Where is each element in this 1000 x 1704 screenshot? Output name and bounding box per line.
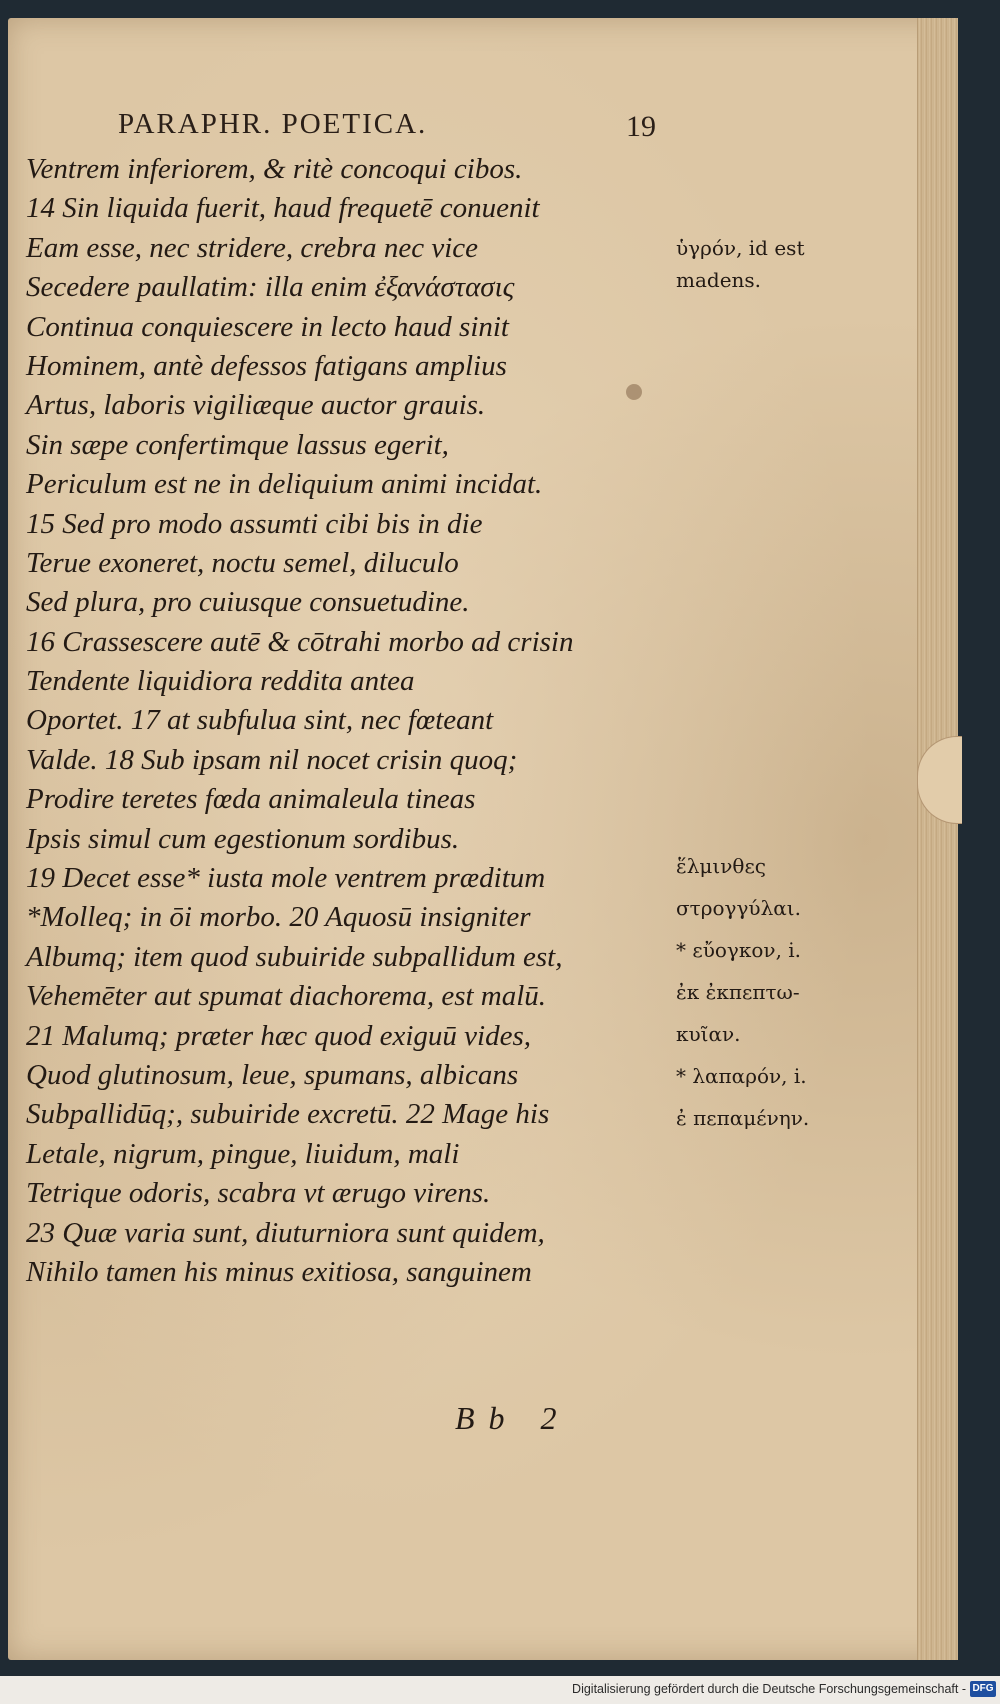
text-line: 16 Crassescere autē & cōtrahi morbo ad crisin: [26, 625, 574, 658]
body-text: [26, 150, 676, 1292]
text-line: 15 Sed pro modo assumti cibi bis in die: [26, 507, 483, 540]
footer-bar: [0, 1676, 1000, 1704]
text-line: Artus, laboris vigiliæque auctor grauis.: [26, 389, 486, 422]
text-line: 21 Malumq; præter hæc quod exiguū vides,: [26, 1019, 532, 1052]
text-line: 23 Quæ varia sunt, diuturniora sunt quidem,: [26, 1216, 545, 1249]
dfg-logo: DFG: [970, 1681, 996, 1697]
text-line: Terue exoneret, noctu semel, diluculo: [26, 546, 459, 579]
text-line: Secedere paullatim: illa enim ἐξανάστασις: [26, 271, 515, 304]
marginal-note: * λαπαρόν, i.: [676, 1064, 807, 1088]
marginal-note: madens.: [676, 268, 762, 292]
marginal-note: στρογγύλαι.: [676, 896, 801, 920]
text-line: Sed plura, pro cuiusque consuetudine.: [26, 586, 470, 619]
text-line: Continua conquiescere in lecto haud sinit: [26, 310, 509, 343]
marginal-note: ἐ πεπαμένην.: [676, 1106, 810, 1130]
text-line: Prodire teretes fœda animaleula tineas: [26, 783, 476, 816]
text-line: *Molleq; in ōi morbo. 20 Aquosū insigniter: [26, 901, 531, 934]
text-line: Valde. 18 Sub ipsam nil nocet crisin quoq;: [26, 743, 518, 776]
marginal-note: ἐκ ἐκπεπτω-: [676, 980, 800, 1004]
running-head: PARAPHR. POETICA.: [118, 108, 428, 140]
text-line: Ventrem inferiorem, & ritè concoqui cibos.: [26, 153, 523, 185]
text-line: Albumq; item quod subuiride subpallidum est,: [26, 940, 563, 973]
page-fore-edge: [917, 18, 958, 1660]
text-line: Ipsis simul cum egestionum sordibus.: [26, 822, 460, 855]
text-line: 19 Decet esse* iusta mole ventrem præditum: [26, 862, 546, 895]
text-line: Eam esse, nec stridere, crebra nec vice: [26, 231, 479, 264]
marginal-note: * εὔογκον, i.: [676, 938, 802, 962]
text-line: Tendente liquidiora reddita antea: [26, 665, 415, 698]
marginal-note: ἕλμινθες: [676, 854, 767, 878]
text-line: Quod glutinosum, leue, spumans, albicans: [26, 1058, 519, 1091]
marginal-note: ὑγρόν, id est: [676, 236, 805, 260]
signature-mark: Bb 2: [455, 1400, 571, 1436]
folio-number: 19: [626, 110, 656, 143]
text-line: Vehemēter aut spumat diachorema, est malū.: [26, 980, 547, 1013]
text-line: Nihilo tamen his minus exitiosa, sanguinem: [26, 1255, 532, 1288]
funding-credit: Digitalisierung gefördert durch die Deutsche Forschungsgemeinschaft -: [572, 1682, 966, 1696]
text-line: 14 Sin liquida fuerit, haud frequetē conuenit: [26, 192, 540, 225]
text-line: Oportet. 17 at subfulua sint, nec fœteant: [26, 704, 494, 737]
text-line: Subpallidūq;, subuiride excretū. 22 Mage his: [26, 1098, 550, 1131]
text-line: Sin sæpe confertimque lassus egerit,: [26, 428, 449, 461]
text-line: Hominem, antè defessos fatigans amplius: [26, 349, 507, 382]
marginal-note: κυῖαν.: [676, 1022, 741, 1046]
page-header: [118, 108, 678, 148]
text-line: Periculum est ne in deliquium animi incidat.: [26, 468, 543, 501]
text-line: Tetrique odoris, scabra vt ærugo virens.: [26, 1177, 491, 1210]
text-line: Letale, nigrum, pingue, liuidum, mali: [26, 1137, 460, 1170]
